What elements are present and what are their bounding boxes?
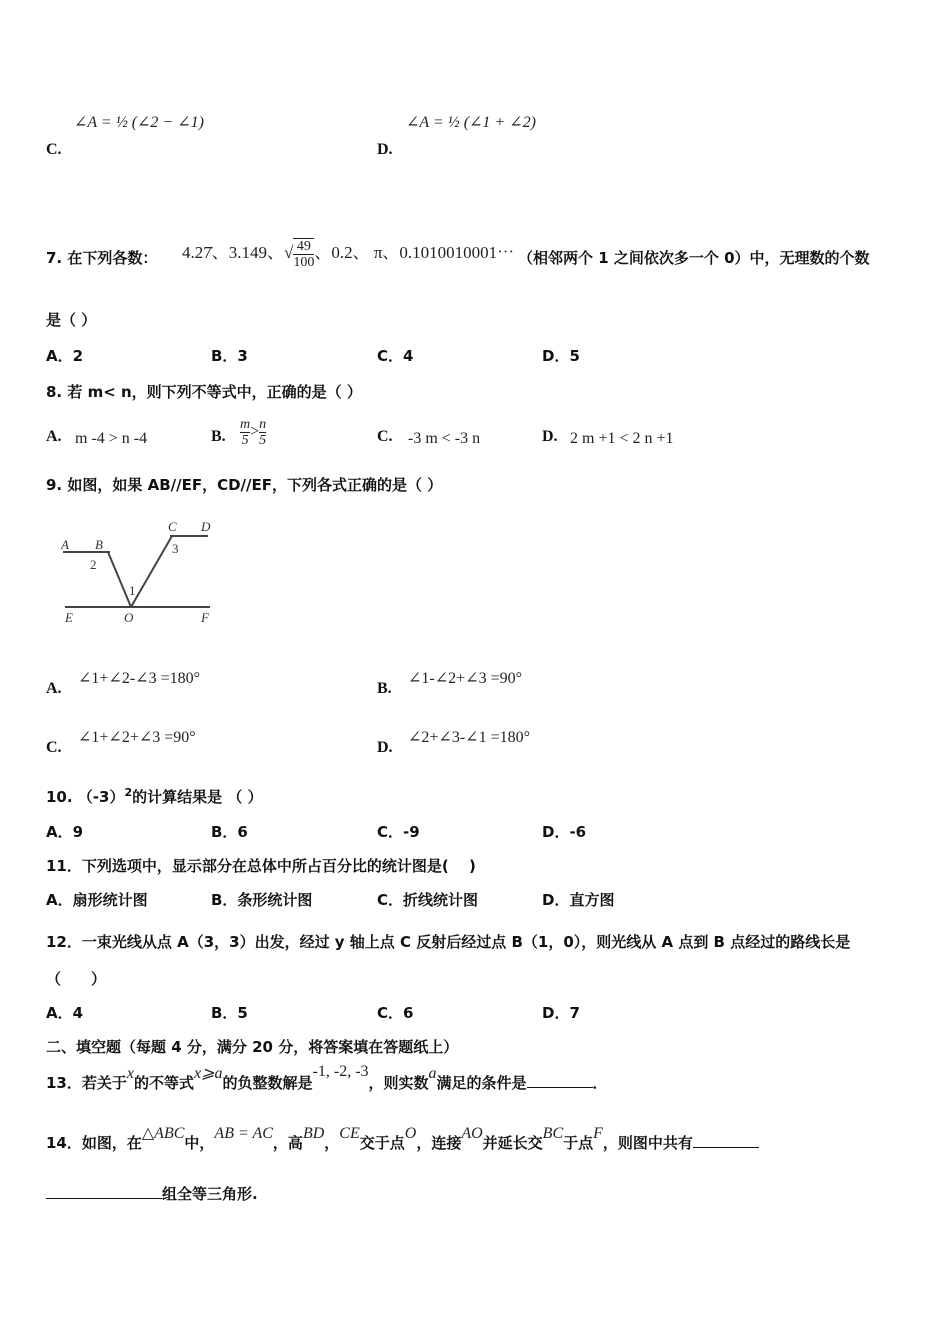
q14-t1: 14．如图，在 bbox=[46, 1134, 142, 1152]
q8-b-den: 5 bbox=[241, 433, 249, 448]
sqrt-icon: √ bbox=[284, 243, 294, 262]
section-2-title: 二、填空题（每题 4 分，满分 20 分，将答案填在答题纸上） bbox=[46, 1038, 459, 1056]
q10-option-a: A．9 bbox=[46, 823, 84, 841]
q6-d-label: D. bbox=[377, 141, 393, 158]
q7-prefix: 7. 在下列各数： bbox=[46, 249, 158, 267]
q14-line bbox=[46, 1125, 759, 1153]
q8-b-expr bbox=[240, 417, 266, 448]
q13-t3: 的负整数解是 bbox=[222, 1074, 313, 1092]
q9-geometry-figure bbox=[55, 515, 225, 630]
fig-label-f: F bbox=[201, 610, 209, 625]
q8-d-label: D. bbox=[542, 428, 558, 445]
fig-label-c: C bbox=[168, 519, 177, 534]
q14-t10: 组全等三角形. bbox=[162, 1185, 258, 1203]
q14-answer-blank-2[interactable] bbox=[46, 1198, 162, 1199]
fig-angle-2: 2 bbox=[90, 557, 97, 572]
q7-option-a: A．2 bbox=[46, 347, 84, 365]
fig-angle-1: 1 bbox=[129, 583, 136, 598]
fig-label-o: O bbox=[124, 610, 134, 625]
q12-option-d: D．7 bbox=[542, 1004, 580, 1022]
q8-b-op: > bbox=[250, 423, 260, 441]
q14-t8: 于点 bbox=[563, 1134, 594, 1152]
q11-option-d: D．直方图 bbox=[542, 891, 615, 909]
q7-option-c: C．4 bbox=[377, 347, 414, 365]
q7-num-a: 4.2 bbox=[182, 243, 204, 262]
q10-exponent: 2 bbox=[124, 786, 133, 799]
q10-stem bbox=[46, 786, 263, 807]
q14-t4: ， bbox=[324, 1134, 340, 1152]
q9-b-expr: ∠1-∠2+∠3 =90° bbox=[408, 670, 522, 687]
q8-stem: 8. 若 m< n，则下列不等式中，正确的是（ ） bbox=[46, 383, 362, 401]
q8-b-num-m: m bbox=[240, 417, 251, 432]
q9-a-expr: ∠1+∠2-∠3 =180° bbox=[78, 670, 200, 687]
q7-sqrt-den: 100 bbox=[293, 255, 315, 271]
q7-option-b: B．3 bbox=[211, 347, 248, 365]
q8-a-label: A. bbox=[46, 428, 62, 445]
q7-sqrt-num: 49 bbox=[293, 239, 314, 255]
q7-num-c: 、0.2、 π、0.1010010001⋯ bbox=[314, 243, 515, 262]
q6-c-formula: ∠A = ½ (∠2 − ∠1) bbox=[74, 114, 204, 131]
q12-option-b: B．5 bbox=[211, 1004, 248, 1022]
q10-stem-b: 的计算结果是 （ ） bbox=[132, 788, 263, 806]
q8-a-expr: m -4 > n -4 bbox=[75, 430, 148, 447]
q14-ao: AO bbox=[461, 1125, 483, 1142]
q13-solutions: -1, -2, -3 bbox=[312, 1063, 369, 1080]
q14-line2 bbox=[46, 1183, 258, 1204]
q9-d-label: D. bbox=[377, 739, 393, 756]
q13-t5: 满足的条件是 bbox=[436, 1074, 527, 1092]
fig-label-a: A bbox=[61, 537, 69, 552]
q12-option-a: A．4 bbox=[46, 1004, 84, 1022]
q13-t6: ． bbox=[592, 1074, 608, 1092]
q10-stem-a: 10. （-3） bbox=[46, 788, 125, 806]
q9-stem: 9. 如图，如果 AB//EF，CD//EF，下列各式正确的是（ ） bbox=[46, 476, 443, 494]
q11-option-b: B．条形统计图 bbox=[211, 891, 313, 909]
q9-c-expr: ∠1+∠2+∠3 =90° bbox=[78, 729, 196, 746]
q9-a-label: A. bbox=[46, 680, 62, 697]
q14-ce: CE bbox=[339, 1125, 360, 1142]
q8-d-expr: 2 m +1 < 2 n +1 bbox=[570, 430, 674, 447]
q13-answer-blank[interactable] bbox=[527, 1087, 593, 1088]
fig-angle-3: 3 bbox=[172, 541, 179, 556]
q14-answer-blank-1[interactable] bbox=[693, 1147, 759, 1148]
q12-line2: （ ） bbox=[46, 970, 107, 988]
fig-label-d: D bbox=[201, 519, 211, 534]
q7-numbers bbox=[182, 238, 514, 270]
q14-f: F bbox=[593, 1125, 603, 1142]
q7-num-b: 7̇、3.149、 bbox=[203, 243, 284, 262]
q7-option-d: D．5 bbox=[542, 347, 580, 365]
q10-option-b: B．6 bbox=[211, 823, 248, 841]
q10-option-d: D．-6 bbox=[542, 823, 587, 841]
q14-o: O bbox=[404, 1125, 417, 1142]
fig-label-b: B bbox=[95, 537, 103, 552]
q11-option-a: A．扇形统计图 bbox=[46, 891, 148, 909]
q8-b-label: B. bbox=[211, 428, 226, 445]
q8-b-num-n: n bbox=[259, 417, 267, 432]
q14-bd: BD bbox=[302, 1125, 325, 1142]
q14-t5: 交于点 bbox=[359, 1134, 405, 1152]
q13-t4: ，则实数 bbox=[368, 1074, 429, 1092]
q13-line bbox=[46, 1063, 608, 1093]
q9-b-label: B. bbox=[377, 680, 392, 697]
q12-stem: 12．一束光线从点 A（3，3）出发，经过 y 轴上点 C 反射后经过点 B（1，0），则光线从 A 点到 B 点经过的路线长是 bbox=[46, 933, 851, 951]
q8-b-den2: 5 bbox=[259, 433, 267, 448]
q14-bc: BC bbox=[542, 1125, 564, 1142]
fig-label-e: E bbox=[65, 610, 73, 625]
q14-t6: ，连接 bbox=[416, 1134, 462, 1152]
q13-t1: 13．若关于 bbox=[46, 1074, 127, 1092]
q9-c-label: C. bbox=[46, 739, 62, 756]
q8-c-label: C. bbox=[377, 428, 393, 445]
q14-t7: 并延长交 bbox=[482, 1134, 543, 1152]
q13-var-a: a bbox=[428, 1065, 437, 1082]
q11-option-c: C．折线统计图 bbox=[377, 891, 479, 909]
q11-stem: 11．下列选项中，显示部分在总体中所占百分比的统计图是( ) bbox=[46, 857, 476, 875]
q10-option-c: C．-9 bbox=[377, 823, 420, 841]
q13-inequality: x⩾a bbox=[194, 1065, 223, 1082]
q7-line2: 是（ ） bbox=[46, 311, 97, 329]
q13-var-x: x bbox=[126, 1065, 134, 1082]
q14-t3: ，高 bbox=[272, 1134, 303, 1152]
q14-equal-sides: AB = AC bbox=[214, 1125, 273, 1142]
q9-d-expr: ∠2+∠3-∠1 =180° bbox=[408, 729, 530, 746]
q13-t2: 的不等式 bbox=[133, 1074, 194, 1092]
q12-option-c: C．6 bbox=[377, 1004, 414, 1022]
q6-c-label: C. bbox=[46, 141, 62, 158]
q6-d-formula: ∠A = ½ (∠1 + ∠2) bbox=[406, 114, 536, 131]
q14-t2: 中， bbox=[184, 1134, 215, 1152]
q14-triangle: △ABC bbox=[141, 1125, 185, 1142]
q14-t9: ，则图中共有 bbox=[602, 1134, 693, 1152]
q7-suffix: （相邻两个 1 之间依次多一个 0）中，无理数的个数 bbox=[518, 249, 870, 267]
q8-c-expr: -3 m < -3 n bbox=[408, 430, 481, 447]
